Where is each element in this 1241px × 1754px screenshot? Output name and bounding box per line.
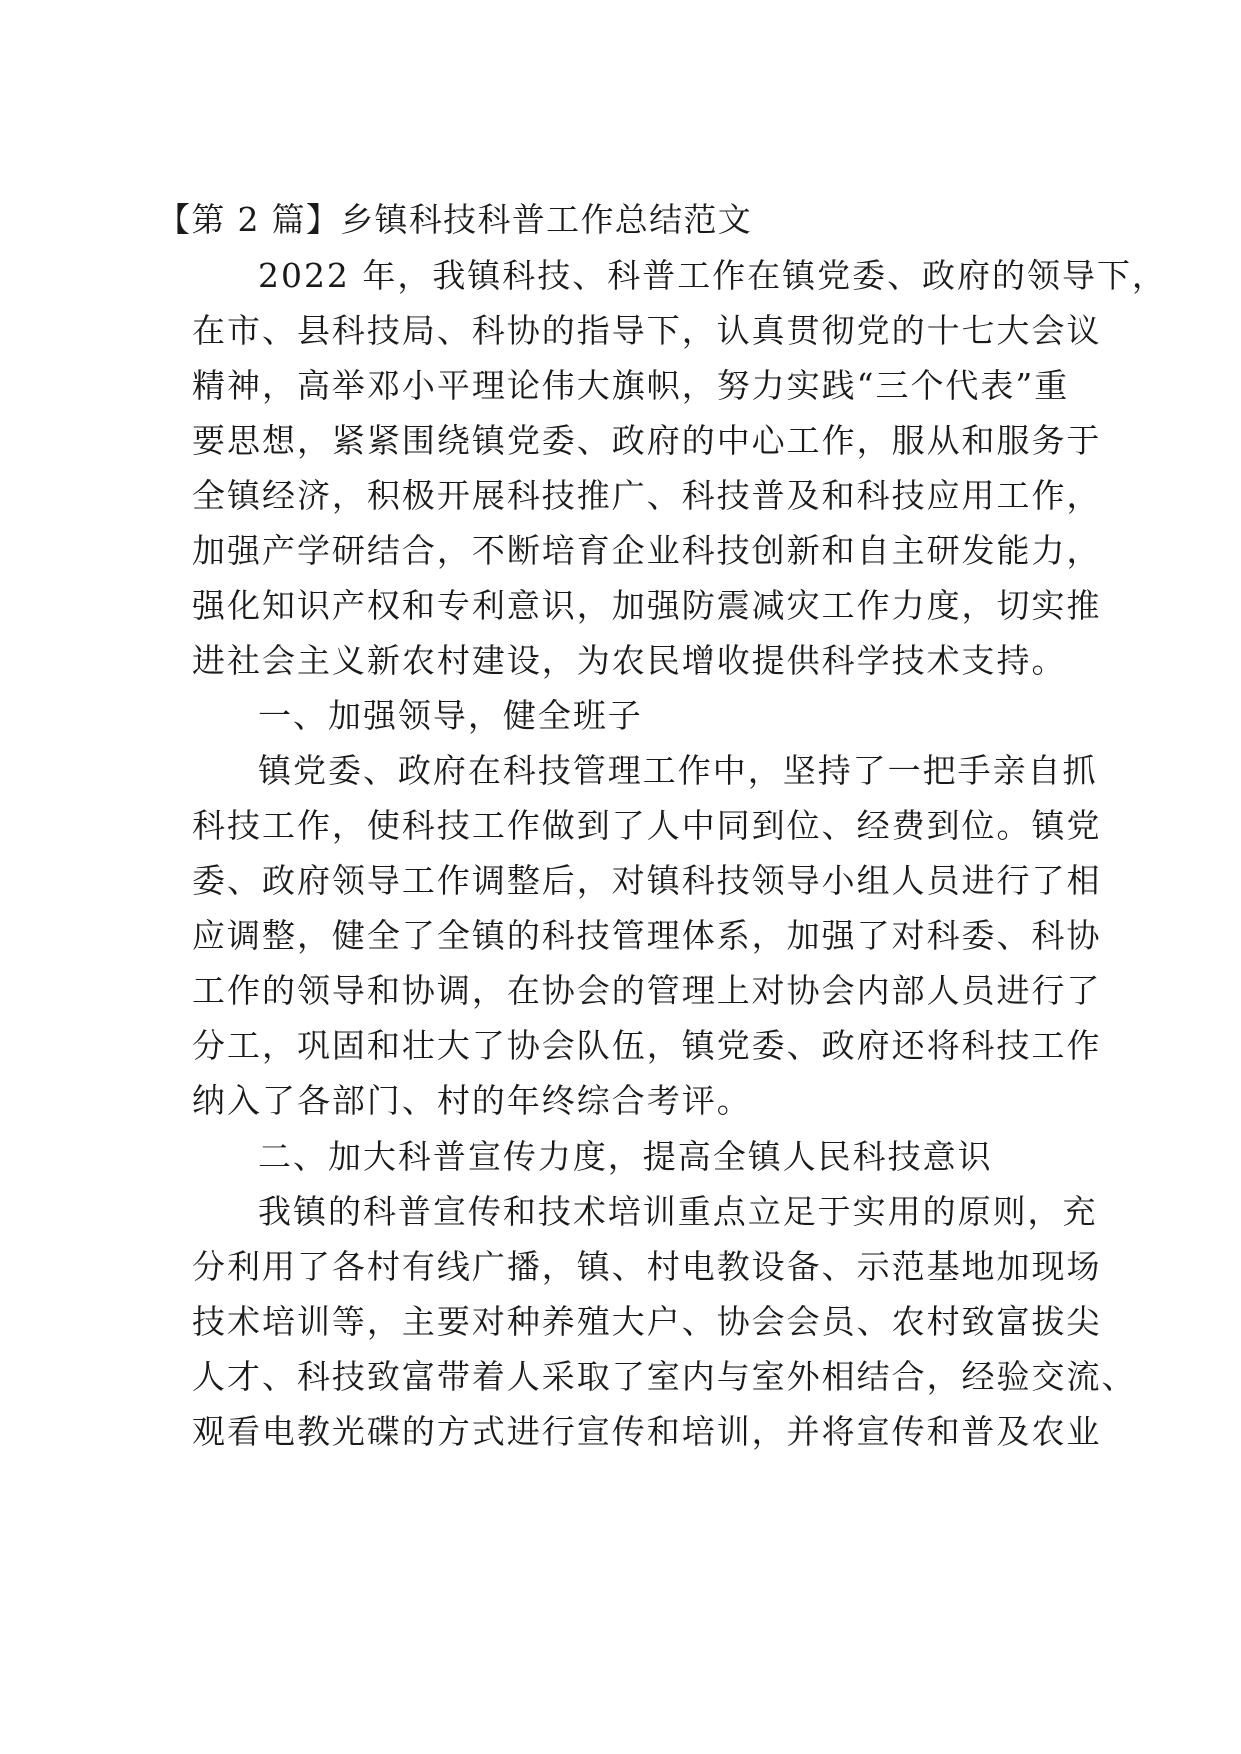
paragraph-line: 加强产学研结合，不断培育企业科技创新和自主研发能力， xyxy=(192,531,1102,570)
paragraph-line: 镇党委、政府在科技管理工作中，坚持了一把手亲自抓 xyxy=(258,751,1098,790)
paragraph-line: 要思想，紧紧围绕镇党委、政府的中心工作，服从和服务于 xyxy=(192,421,1102,460)
paragraph-line: 强化知识产权和专利意识，加强防震减灾工作力度，切实推 xyxy=(192,586,1102,625)
paragraph-line: 委、政府领导工作调整后，对镇科技领导小组人员进行了相 xyxy=(192,861,1102,900)
paragraph-line: 纳入了各部门、村的年终综合考评。 xyxy=(192,1081,752,1120)
paragraph-line: 观看电教光碟的方式进行宣传和培训，并将宣传和普及农业 xyxy=(192,1412,1102,1451)
paragraph-line: 应调整，健全了全镇的科技管理体系，加强了对科委、科协 xyxy=(192,916,1102,955)
paragraph-line: 全镇经济，积极开展科技推广、科技普及和科技应用工作， xyxy=(192,476,1102,515)
paragraph-line: 科技工作，使科技工作做到了人中同到位、经费到位。镇党 xyxy=(192,806,1102,845)
paragraph-line: 进社会主义新农村建设，为农民增收提供科学技术支持。 xyxy=(192,641,1067,680)
paragraph-line: 2022 年，我镇科技、科普工作在镇党委、政府的领导下， xyxy=(258,256,1167,295)
section-heading: 一、加强领导，健全班子 xyxy=(258,696,643,735)
paragraph-line: 技术培训等，主要对种养殖大户、协会会员、农村致富拔尖 xyxy=(192,1302,1102,1341)
paragraph-line: 分工，巩固和壮大了协会队伍，镇党委、政府还将科技工作 xyxy=(192,1026,1102,1065)
paragraph-line: 人才、科技致富带着人采取了室内与室外相结合，经验交流、 xyxy=(192,1357,1137,1396)
section-heading: 二、加大科普宣传力度，提高全镇人民科技意识 xyxy=(258,1137,993,1176)
paragraph-line: 精神，高举邓小平理论伟大旗帜，努力实践“三个代表”重 xyxy=(192,366,1070,405)
document-title: 【第 2 篇】乡镇科技科普工作总结范文 xyxy=(157,200,753,239)
paragraph-line: 分利用了各村有线广播，镇、村电教设备、示范基地加现场 xyxy=(192,1247,1102,1286)
paragraph-line: 我镇的科普宣传和技术培训重点立足于实用的原则，充 xyxy=(258,1192,1098,1231)
paragraph-line: 工作的领导和协调，在协会的管理上对协会内部人员进行了 xyxy=(192,971,1102,1010)
paragraph-line: 在市、县科技局、科协的指导下，认真贯彻党的十七大会议 xyxy=(192,311,1102,350)
